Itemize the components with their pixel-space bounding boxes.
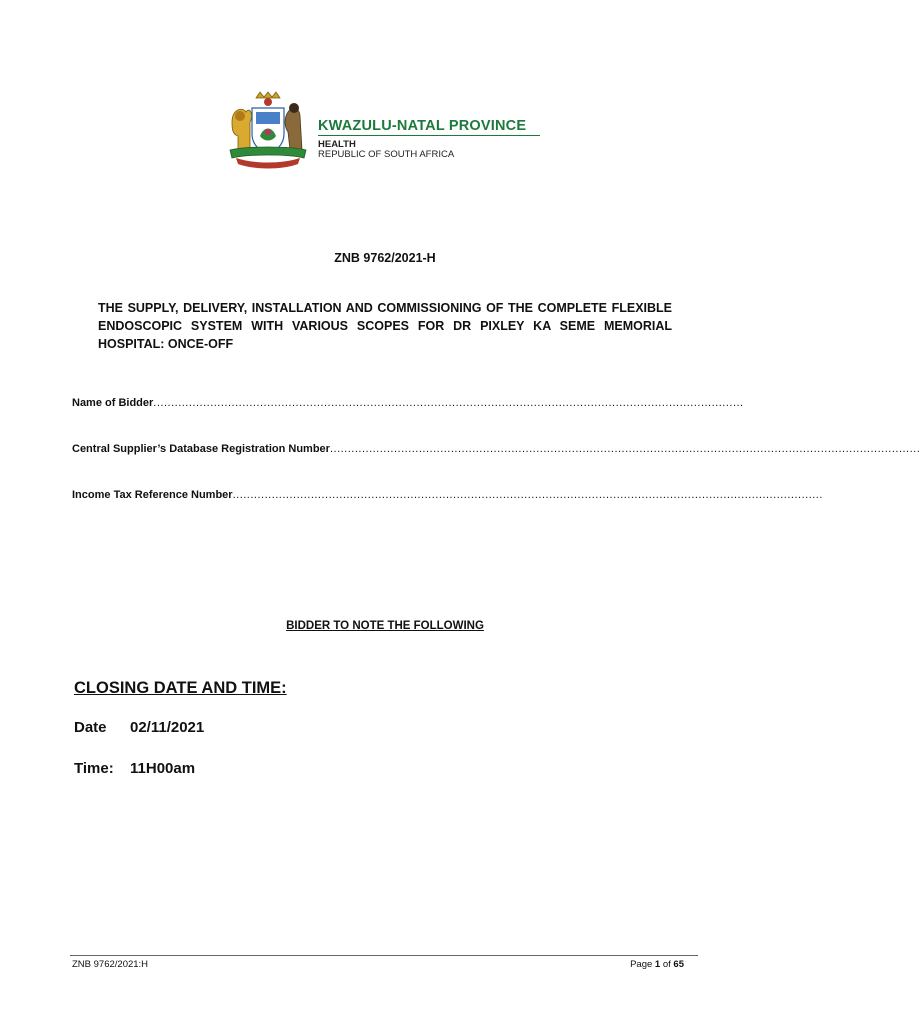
tax-reference-label: Income Tax Reference Number bbox=[72, 489, 233, 501]
closing-heading: CLOSING DATE AND TIME: bbox=[74, 679, 287, 697]
csd-number-label: Central Supplier’s Database Registration Number bbox=[72, 443, 330, 455]
page-number bbox=[630, 959, 684, 970]
tender-title: THE SUPPLY, DELIVERY, INSTALLATION AND COMMISSIONING OF THE COMPLETE FLEXIBLE ENDOSCOPIC SYSTEM WITH VARIOUS SCOPES FOR DR PIXLEY KA SEME MEMORIAL HOSPITAL: ONCE-OFF bbox=[98, 301, 672, 351]
fill-in-dots: ...................................................................................................................................................................... bbox=[232, 489, 823, 501]
department-rule bbox=[318, 135, 540, 136]
bidder-notice-heading: BIDDER TO NOTE THE FOLLOWING bbox=[286, 620, 484, 632]
department-subtitle: HEALTH bbox=[318, 139, 356, 150]
footer-reference: ZNB 9762/2021:H bbox=[72, 959, 149, 970]
time-label: Time: bbox=[74, 760, 114, 777]
page-current: 1 bbox=[654, 959, 661, 970]
kzn-coat-of-arms-logo bbox=[226, 92, 310, 170]
footer-rule bbox=[70, 955, 698, 956]
fill-in-dots: ...................................................................................................................................................................... bbox=[329, 443, 920, 455]
fill-in-dots: ...................................................................................................................................................................... bbox=[153, 397, 744, 409]
csd-number-field bbox=[72, 443, 920, 455]
department-name: KWAZULU-NATAL PROVINCE bbox=[318, 118, 527, 134]
tax-reference-field bbox=[72, 489, 823, 501]
page-total: 65 bbox=[673, 959, 684, 970]
department-country: REPUBLIC OF SOUTH AFRICA bbox=[318, 149, 455, 160]
time-value: 11H00am bbox=[130, 760, 196, 777]
bidder-name-label: Name of Bidder bbox=[72, 397, 154, 409]
tender-reference: ZNB 9762/2021-H bbox=[334, 251, 436, 265]
page-prefix: Page bbox=[630, 959, 653, 970]
date-label: Date bbox=[74, 719, 107, 736]
date-value: 02/11/2021 bbox=[130, 719, 205, 736]
page-of: of bbox=[662, 959, 671, 970]
bidder-name-field bbox=[72, 397, 744, 409]
